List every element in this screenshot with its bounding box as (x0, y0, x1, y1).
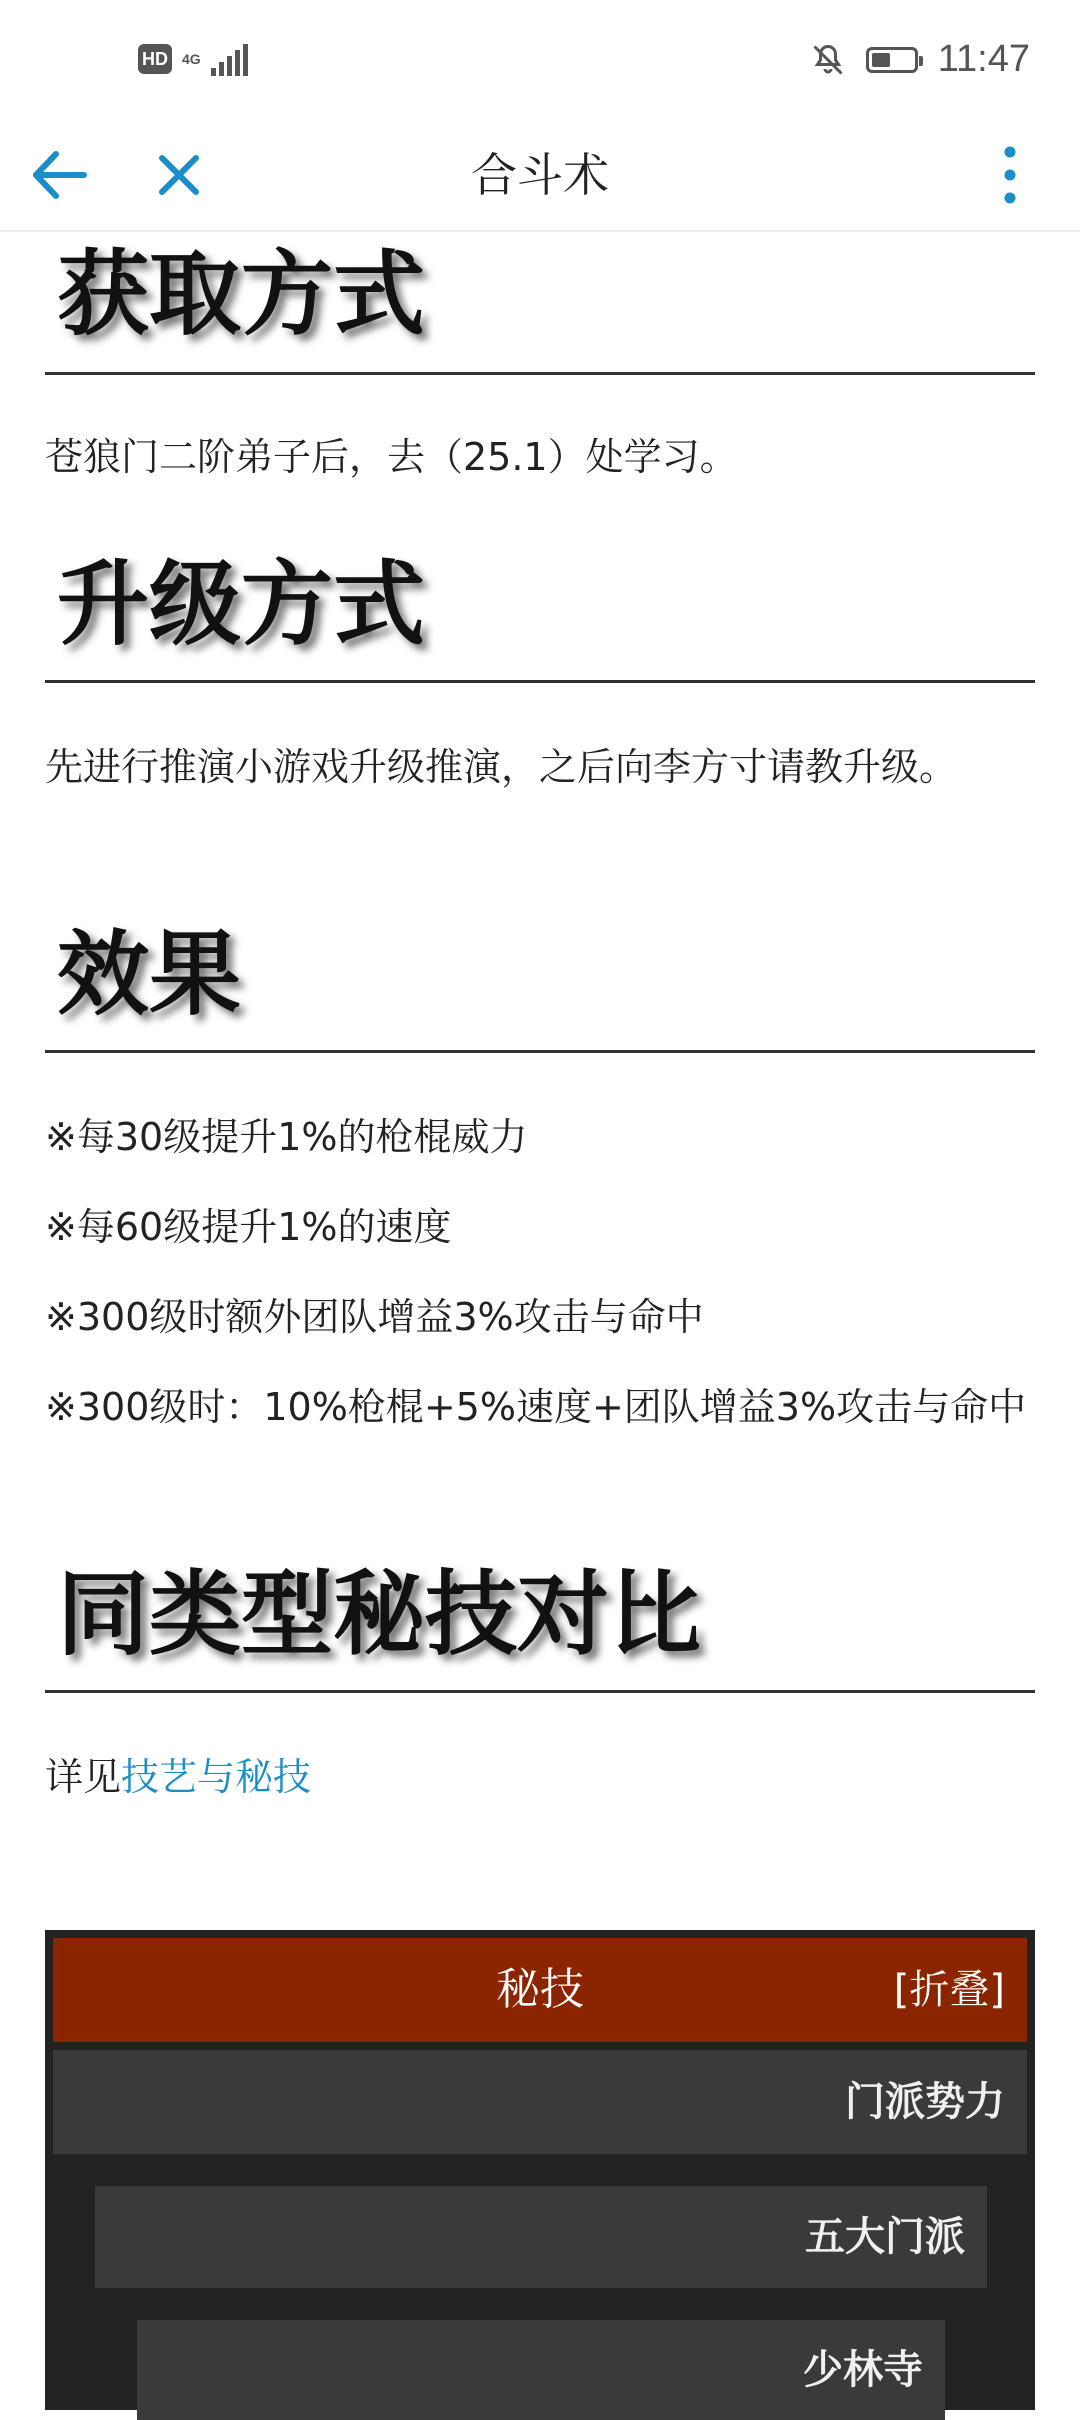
network-type-label: 4G (182, 51, 201, 67)
battery-icon (866, 47, 918, 73)
acquire-text: 苍狼门二阶弟子后，去（25.1）处学习。 (45, 435, 738, 479)
signal-strength-icon (211, 42, 248, 76)
navbox-group-sect-forces[interactable]: 门派势力 (53, 2050, 1027, 2154)
effect-item: ※300级时：10%枪棍+5%速度+团队增益3%攻击与命中 (45, 1385, 1027, 1429)
page-title: 合斗术 (471, 148, 609, 202)
more-options-button[interactable] (975, 140, 1045, 210)
effect-item: ※每30级提升1%的枪棍威力 (45, 1115, 528, 1159)
heading-divider (45, 1050, 1035, 1053)
effect-item: ※每60级提升1%的速度 (45, 1205, 452, 1249)
heading-effect: 效果 (57, 921, 242, 1028)
compare-text (45, 1748, 311, 1806)
heading-divider (45, 372, 1035, 375)
status-bar (0, 0, 1080, 120)
skills-link[interactable]: 技艺与秘技 (121, 1755, 312, 1799)
clock: 11:47 (937, 38, 1030, 80)
status-left (138, 42, 248, 76)
heading-divider (45, 1690, 1035, 1693)
heading-divider (45, 680, 1035, 683)
collapse-toggle[interactable]: [折叠] (893, 1967, 1005, 2013)
navbox-group-shaolin[interactable]: 少林寺 (137, 2320, 945, 2420)
heading-compare: 同类型秘技对比 (57, 1561, 702, 1668)
navbox-header (53, 1938, 1027, 2042)
status-right (810, 38, 1030, 81)
compare-prefix: 详见 (45, 1755, 122, 1799)
heading-upgrade: 升级方式 (57, 551, 426, 658)
heading-acquire: 获取方式 (57, 241, 426, 348)
navbox-group-five-sects[interactable]: 五大门派 (95, 2186, 987, 2288)
navbox-title: 秘技 (496, 1964, 584, 2015)
effect-item: ※300级时额外团队增益3%攻击与命中 (45, 1295, 704, 1339)
navbox (45, 1930, 1035, 2410)
upgrade-text: 先进行推演小游戏升级推演，之后向李方寸请教升级。 (45, 745, 958, 789)
effect-list (45, 1108, 1035, 1468)
hd-icon: HD (138, 44, 172, 74)
app-bar (0, 120, 1080, 232)
more-vertical-icon (975, 140, 1045, 210)
bell-off-icon (810, 42, 846, 78)
